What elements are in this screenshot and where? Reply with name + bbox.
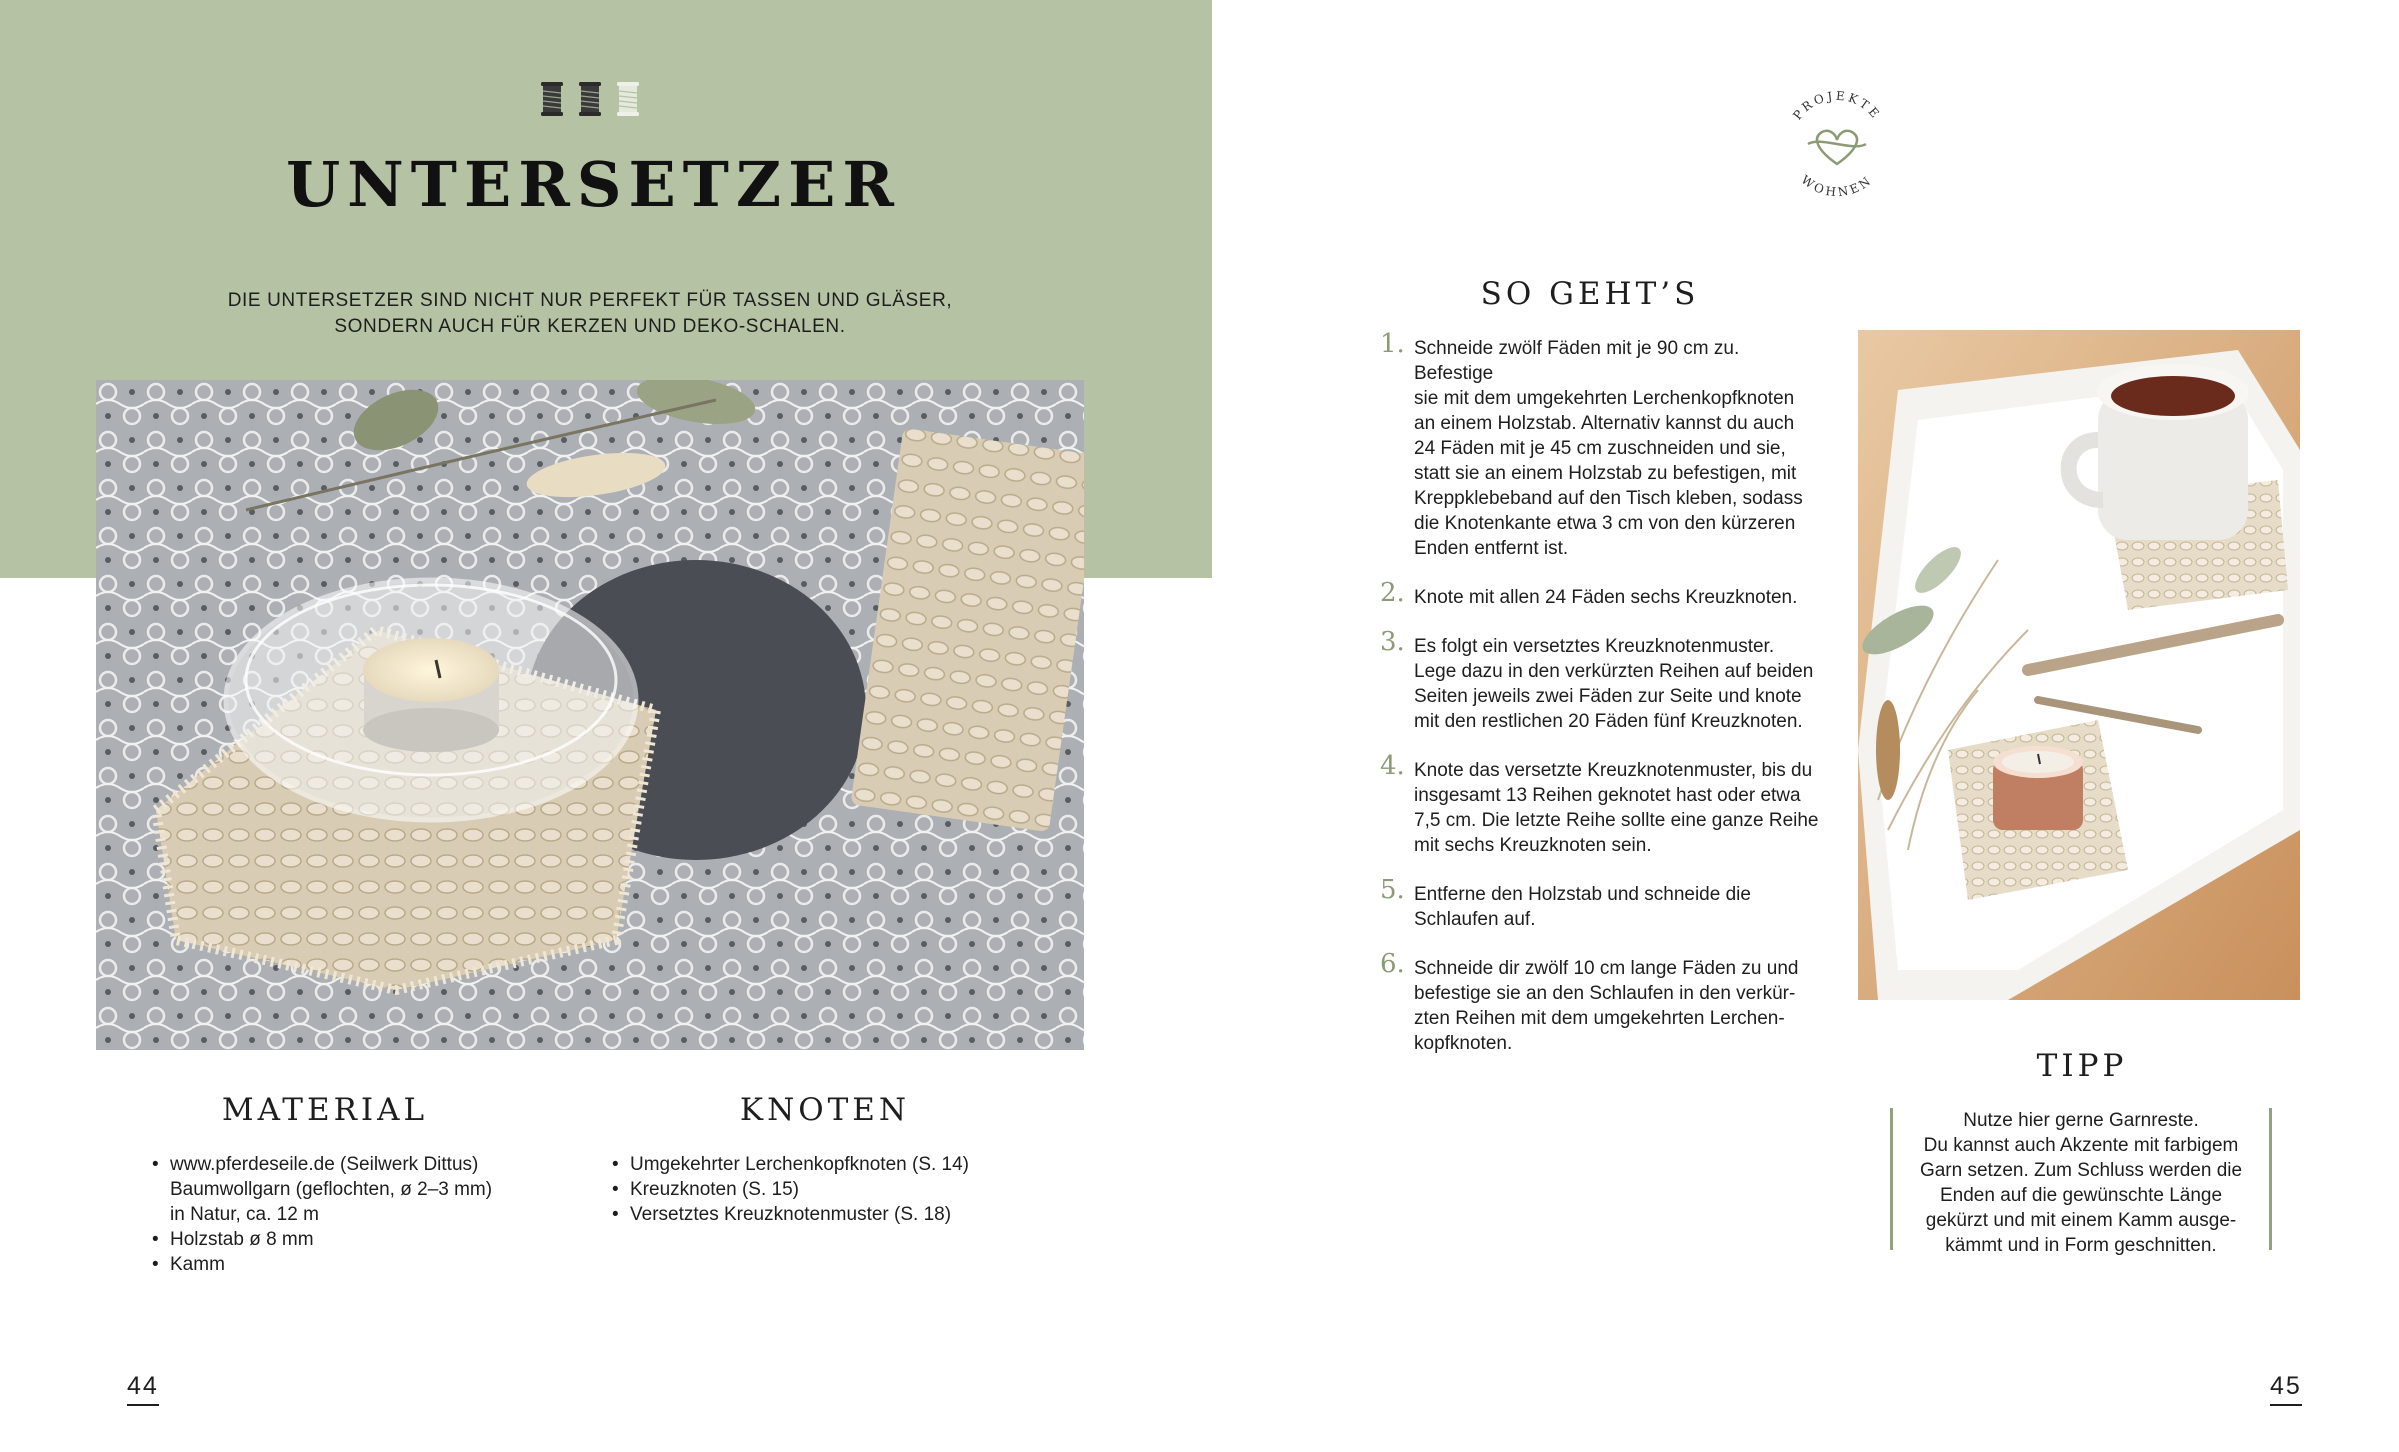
list-item: • Kamm	[152, 1252, 552, 1277]
step-item: 4. Knote das versetzte Kreuzknotenmuster, bis du insgesamt 13 Reihen geknotet hast oder etwa 7,5 cm. Die letzte Reihe sollte eine ganze Reihe mit sechs Kreuzknoten sein.	[1380, 751, 1819, 856]
list-item: • Versetztes Kreuzknotenmuster (S. 18)	[612, 1202, 1052, 1227]
step-item: 3. Es folgt ein versetztes Kreuzknotenmuster. Lege dazu in den verkürzten Reihen auf beiden Seiten jeweils zwei Fäden zur Seite und knote mit den restlichen 20 Fäden fünf Kreuzknoten.	[1380, 627, 1814, 732]
knoten-heading: KNOTEN	[739, 1092, 911, 1128]
svg-text:PROJEKTE: PROJEKTE	[1790, 88, 1884, 123]
difficulty-spools	[540, 82, 640, 116]
page-title: UNTERSETZER	[286, 148, 901, 221]
tray-tea-photo	[1858, 330, 2300, 1000]
thread-spool-icon	[578, 82, 602, 116]
list-item: • www.pferdeseile.de (Seilwerk Dittus) Baumwollgarn (geflochten, ø 2–3 mm) in Natur, ca. 12 m	[152, 1152, 552, 1227]
step-item: 6. Schneide dir zwölf 10 cm lange Fäden zu und befestige sie an den Schlaufen in den verkür- zten Reihen mit dem umgekehrten Lerchen- kopfknoten.	[1380, 949, 1799, 1054]
step-item: 2. Knote mit allen 24 Fäden sechs Kreuzknoten.	[1380, 578, 1798, 608]
knoten-list	[612, 1152, 1052, 1227]
tipp-heading: TIPP	[2036, 1048, 2128, 1084]
svg-text:WOHNEN: WOHNEN	[1798, 172, 1876, 200]
step-item: 1. Schneide zwölf Fäden mit je 90 cm zu. Befestige sie mit dem umgekehrten Lerchenkopfknoten an einem Holzstab. Alternativ kannst du auch 24 Fäden mit je 45 cm zuschneiden und sie, statt sie an einem Holzstab zu befestigen, mit Kreppklebeband auf den Tisch kleben, sodass die Knotenkante etwa 3 cm von den kürzeren Enden entfernt ist.	[1380, 329, 1803, 559]
thread-spool-icon	[540, 82, 564, 116]
steps-list	[1380, 329, 1820, 1080]
material-list	[152, 1152, 552, 1277]
material-heading: MATERIAL	[221, 1092, 429, 1128]
list-item: • Kreuzknoten (S. 15)	[612, 1177, 1052, 1202]
coaster-candle-photo	[96, 380, 1084, 1050]
knot-heart-icon	[1808, 131, 1866, 164]
intro-text: DIE UNTERSETZER SIND NICHT NUR PERFEKT FÜR TASSEN UND GLÄSER, SONDERN AUCH FÜR KERZEN UND DEKO-SCHALEN.	[227, 290, 953, 337]
page-number-right: 45	[2270, 1372, 2302, 1406]
step-item: 5. Entferne den Holzstab und schneide die Schlaufen auf.	[1380, 875, 1751, 930]
page-number-left: 44	[127, 1372, 159, 1406]
list-item: • Holzstab ø 8 mm	[152, 1227, 552, 1252]
projekte-wohnen-logo	[1772, 80, 1902, 210]
steps-heading: SO GEHT’S	[1480, 276, 1700, 312]
tipp-box: Nutze hier gerne Garnreste. Du kannst auch Akzente mit farbigem Garn setzen. Zum Schluss werden die Enden auf die gewünschte Länge gekürzt und mit einem Kamm ausge- kämmt und in Form geschnitten.	[1890, 1108, 2272, 1250]
list-item: • Umgekehrter Lerchenkopfknoten (S. 14)	[612, 1152, 1052, 1177]
thread-spool-outline-icon	[616, 82, 640, 116]
